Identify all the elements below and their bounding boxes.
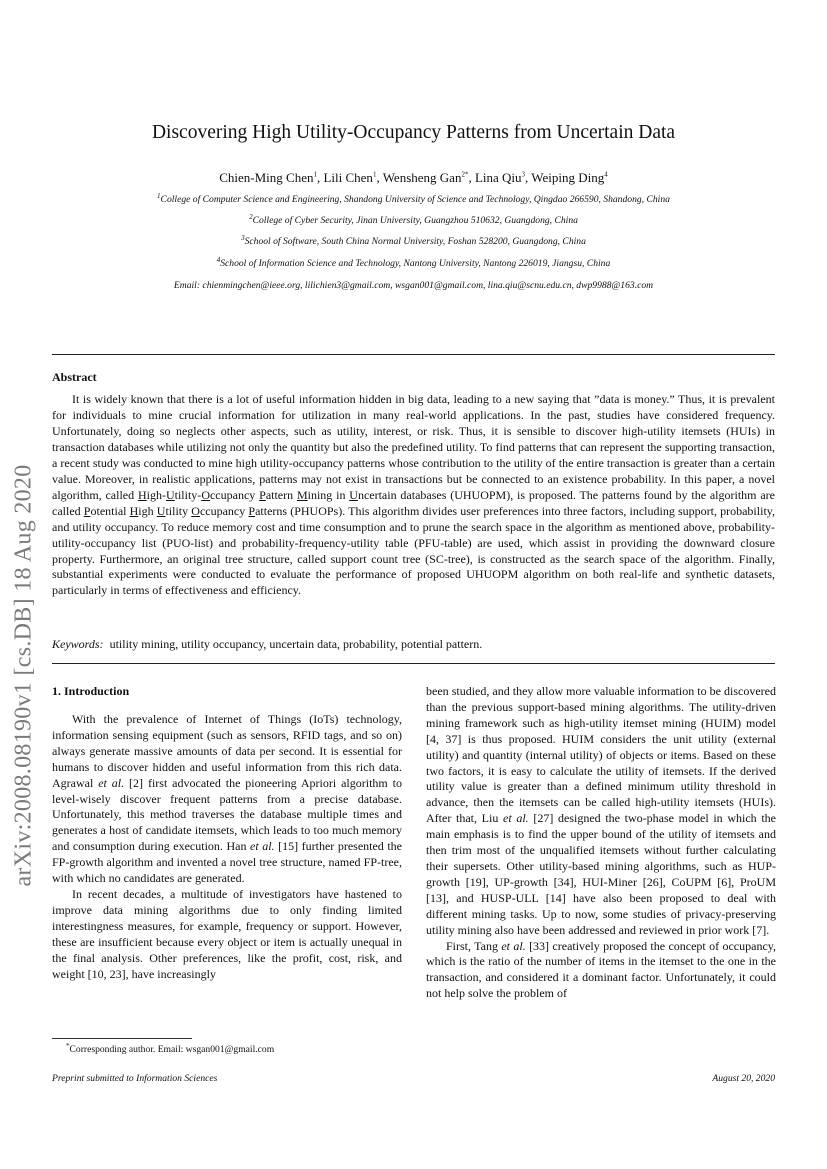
affiliation: $^2$College of Cyber Security, Jinan University, Guangzhou 510632, Guangdong, China xyxy=(249,212,578,226)
author-name: Wensheng Gan xyxy=(382,170,462,185)
paper-title: Discovering High Utility-Occupancy Patterns from Uncertain Data xyxy=(151,122,676,143)
footnote-rule xyxy=(52,1038,192,1039)
paragraph: First, Tang et al. [33] creatively proposed the concept of occupancy, which is the ratio of the number of items in the itemset to the one in the transaction, and considered it a dominant factor. Unfortunately, it could not help solve the problem of xyxy=(426,938,777,1001)
keywords-text: utility mining, utility occupancy, uncertain data, probability, potential pattern. xyxy=(109,637,483,651)
paragraph: In recent decades, a multitude of investigators have hastened to improve data mining algorithms due to only finding limited interestingness measures, for example, frequency or support. However, these are insufficient because every object or item is actually unequal in the final analysis. Other preferences, like the profit, cost, risk, and weight [10, 23], have increasingly xyxy=(52,886,402,981)
email-line: Email: chienmingchen@ieee.org, lilichien3@gmail.com, wsgan001@gmail.com, lina.qiu@scnu.edu.cn, dwp9988@163.com xyxy=(173,280,654,291)
affiliation: $^4$School of Information Science and Technology, Nantong University, Nantong 226019, Jiangsu, China xyxy=(216,255,611,269)
section-heading: 1. Introduction xyxy=(52,684,130,698)
footnote: *Corresponding author. Email: wsgan001@gmail.com xyxy=(66,1041,275,1055)
author-name: Lina Qiu xyxy=(474,170,522,185)
footer-journal: Preprint submitted to Information Sciences xyxy=(52,1073,218,1084)
author-mark: 3 xyxy=(521,170,526,179)
paragraph: been studied, and they allow more valuable information to be discovered than the previous support-based mining algorithms. The utility-driven mining framework such as high-utility itemset mining (HUIM) model [4, 37] is thus proposed. HUIM considers the unit utility (external utility) and quantity (internal utility) of objects or items. Based on these two factors, it is easy to calculate the utility of itemsets. If the derived utility value is greater than a defined minimum utility threshold in advance, then the itemsets can be called high-utility itemsets (HUIs). After that, Liu et al. [27] designed the two-phase model in which the main emphasis is to find the upper bound of the utility of itemsets and then trim most of the unqualified itemsets without further calculating their supersets. Other utility-based mining algorithms, such as HUP-growth [19], UP-growth [34], HUI-Miner [26], CoUPM [6], ProUM [13], and HUSP-ULL [14] have also been proposed to deal with different mining tasks. Up to now, some studies of privacy-preserving utility mining also have been addressed and reviewed in prior work [7]. xyxy=(426,684,776,937)
left-column xyxy=(52,712,402,982)
affiliation: $^1$College of Computer Science and Engineering, Shandong University of Science and Technology, Qingdao 266590, Shandong, China xyxy=(157,191,670,205)
author-name: Weiping Ding xyxy=(531,170,605,185)
arxiv-side-stamp: arXiv:2008.08190v1 [cs.DB] 18 Aug 2020 xyxy=(10,463,37,887)
author-list: Chien-Ming Chen$^1$, Lili Chen$^1$, Wensheng Gan$^{2*}$, Lina Qiu$^3$, Weiping Ding$^4$ xyxy=(219,170,608,185)
abstract-top-rule xyxy=(52,354,775,355)
footer-date: August 20, 2020 xyxy=(712,1073,775,1084)
author-name: Chien-Ming Chen xyxy=(219,170,314,185)
abstract-bottom-rule xyxy=(52,663,775,664)
keywords-label: Keywords: xyxy=(52,637,104,651)
paragraph: With the prevalence of Internet of Things (IoTs) technology, information sensing equipment (such as sensors, RFID tags, and so on) always generate massive amounts of data per second. It is essential for humans to discover hidden and useful information from this rich data. Agrawal et al. [2] first advocated the pioneering Apriori algorithm to level-wisely discover frequent patterns from a precise database. Unfortunately, this method traverses the database multiple times and generates a host of candidate itemsets, which leads to too much memory and consumption during execution. Han et al. [15] further presented the FP-growth algorithm and invented a novel tree structure, named FP-tree, with which no candidates are generated. xyxy=(52,712,403,886)
author-mark: 4 xyxy=(604,170,608,179)
right-column xyxy=(426,684,776,1002)
abstract-heading: Abstract xyxy=(52,370,97,384)
abstract-text: It is widely known that there is a lot of useful information hidden in big data, leading to a new saying that ”data is money.” Thus, it is prevalent for individuals to mine crucial information for utilization in many real-world applications. In the past, studies have considered frequency. Unfortunately, doing so neglects other aspects, such as utility, interest, or risk. Thus, it is sensible to discover high-utility itemsets (HUIs) in transaction databases while utilizing not only the quantity but also the predefined utility. To find patterns that can represent the supporting transaction, a recent study was conducted to mine high utility-occupancy patterns whose contribution to the utility of the entire transaction is greater than a certain value. Moreover, in realistic applications, patterns may not exist in transactions but be connected to an existence probability. In this paper, a novel algorithm, called High-Utility-Occupancy Pattern Mining in Uncertain databases (UHUOPM), is proposed. The patterns found by the algorithm are called Potential High Utility Occupancy Patterns (PHUOPs). This algorithm divides user preferences into three factors, including support, probability, and utility occupancy. To reduce memory cost and time consumption and to prune the search space in the algorithm as mentioned above, probability-utility-occupancy list (PUO-list) and probability-frequency-utility table (PFU-table) are used, which assist in providing the downward closure property. Furthermore, an original tree structure, called support count tree (SC-tree), is constructed as the search space of the algorithm. Finally, substantial experiments were conducted to evaluate the performance of proposed UHUOPM algorithm on both real-life and synthetic datasets, particularly in terms of effectiveness and efficiency. xyxy=(52,392,775,598)
author-mark: 2* xyxy=(461,170,469,179)
author-name: Lili Chen xyxy=(323,170,373,185)
affiliation: $^3$School of Software, South China Normal University, Foshan 528200, Guangdong, China xyxy=(241,233,586,247)
keywords xyxy=(52,637,775,652)
author-mark: 1 xyxy=(313,170,317,179)
author-mark: 1 xyxy=(372,170,377,179)
